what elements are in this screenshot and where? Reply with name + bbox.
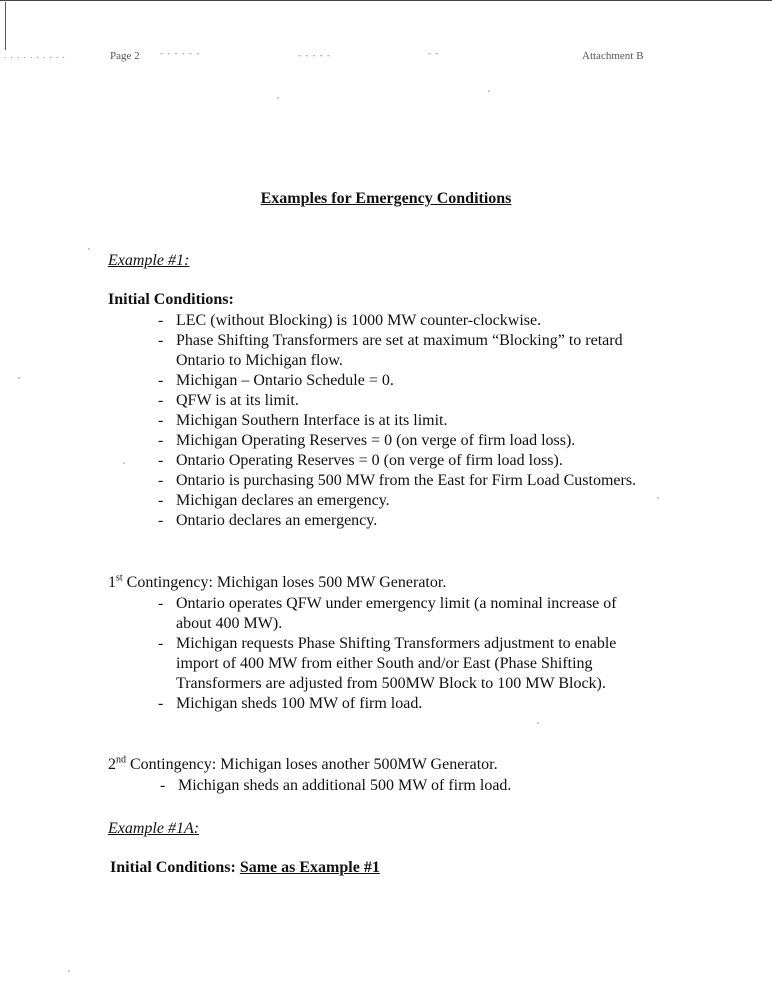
- example-1a-initial-heading: [110, 859, 380, 877]
- scan-top-border: [0, 0, 772, 1]
- example-1-initial-list: [154, 311, 654, 531]
- list-item: - Michigan Operating Reserves = 0 (on verge of firm load loss).: [154, 431, 654, 451]
- example-1a-label: [108, 820, 199, 838]
- scan-speck: [18, 377, 20, 379]
- example-1-label: [108, 252, 189, 270]
- scan-speck: [537, 722, 539, 724]
- scan-speck: [488, 90, 490, 92]
- contingency-text: Contingency: Michigan loses 500 MW Generator.: [122, 574, 447, 591]
- contingency-1-list: [154, 594, 654, 714]
- scan-speck: [88, 248, 90, 250]
- scan-artifact: . . . . . . . . . .: [4, 50, 66, 60]
- contingency-text: Contingency: Michigan loses another 500MW Generator.: [126, 756, 498, 773]
- contingency-2-heading: [108, 756, 498, 774]
- page-title: Examples for Emergency Conditions: [260, 190, 512, 207]
- example-1-label-text: Example #1: [108, 252, 184, 269]
- contingency-number: 2: [108, 756, 116, 773]
- scan-artifact: - - - - -: [298, 50, 331, 60]
- list-item: - Michigan – Ontario Schedule = 0.: [154, 371, 654, 391]
- list-item: - Ontario Operating Reserves = 0 (on verge of firm load loss).: [154, 451, 654, 471]
- list-item: - Michigan sheds an additional 500 MW of firm load.: [156, 776, 656, 796]
- example-1a-label-text: Example #1A: [108, 820, 194, 837]
- scan-speck: [68, 970, 70, 972]
- contingency-2-list: [156, 776, 656, 796]
- list-item: - Michigan sheds 100 MW of firm load.: [154, 694, 654, 714]
- list-item: - Ontario declares an emergency.: [154, 511, 654, 531]
- ordinal-suffix: st: [116, 572, 123, 584]
- initial-heading-text: Initial Conditions:: [110, 859, 240, 876]
- list-item: - QFW is at its limit.: [154, 391, 654, 411]
- scan-speck: [657, 497, 659, 499]
- ordinal-suffix: nd: [116, 754, 126, 766]
- list-item: - Michigan requests Phase Shifting Transformers adjustment to enable import of 400 MW from either South and/or East (Phase Shifting Transformers are adjusted from 500MW Block to 100 MW Block).: [154, 634, 654, 694]
- contingency-1-heading: [108, 574, 446, 592]
- same-as-example-reference: Same as Example #1: [239, 859, 380, 876]
- scan-artifact: - -: [428, 48, 440, 58]
- list-item: - Phase Shifting Transformers are set at maximum “Blocking” to retard Ontario to Michigan flow.: [154, 331, 654, 371]
- list-item: - Ontario is purchasing 500 MW from the East for Firm Load Customers.: [154, 471, 654, 491]
- contingency-number: 1: [108, 574, 116, 591]
- list-item: - Michigan Southern Interface is at its limit.: [154, 411, 654, 431]
- attachment-label: Attachment B: [582, 50, 644, 62]
- list-item: - Ontario operates QFW under emergency limit (a nominal increase of about 400 MW).: [154, 594, 654, 634]
- scan-speck: [123, 462, 125, 464]
- page-label: Page 2: [110, 50, 140, 62]
- example-1-initial-heading: Initial Conditions:: [108, 291, 234, 308]
- list-item: - LEC (without Blocking) is 1000 MW counter-clockwise.: [154, 311, 654, 331]
- scan-artifact: - - - - - -: [160, 48, 201, 58]
- list-item: - Michigan declares an emergency.: [154, 491, 654, 511]
- scan-left-mark: [5, 2, 6, 50]
- label-colon: :: [193, 820, 200, 837]
- scan-speck: [277, 97, 279, 99]
- label-colon: :: [183, 252, 190, 269]
